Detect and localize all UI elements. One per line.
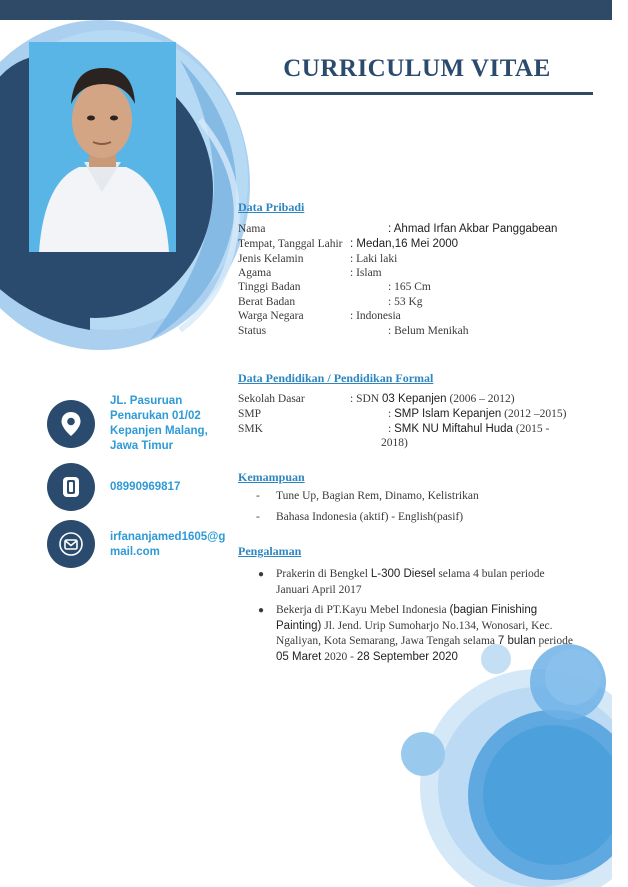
field-value: : SDN 03 Kepanjen (2006 – 2012) xyxy=(350,393,515,405)
map-pin-icon xyxy=(47,400,95,448)
field-value: : Indonesia xyxy=(350,310,401,322)
field-label: Sekolah Dasar xyxy=(238,393,305,405)
field-label: Warga Negara xyxy=(238,310,304,322)
field-label: SMP xyxy=(238,408,262,420)
field-label: Agama xyxy=(238,267,272,279)
field-label: Tinggi Badan xyxy=(238,281,301,293)
section-heading-education: Data Pendidikan / Pendidikan Formal xyxy=(238,371,434,385)
contact-email: irfananjamed1605@g mail.com xyxy=(110,531,226,558)
profile-photo xyxy=(29,42,176,252)
field-value: : 53 Kg xyxy=(388,296,423,308)
field-label: Berat Badan xyxy=(238,296,296,308)
field-value: : Belum Menikah xyxy=(388,325,469,337)
field-label: SMK xyxy=(238,423,263,435)
field-value: : SMK NU Miftahul Huda (2015 - xyxy=(388,423,550,435)
field-value: 2018) xyxy=(381,437,408,449)
contact-phone: 08990969817 xyxy=(110,481,181,493)
phone-icon xyxy=(47,463,95,511)
contact-address: JL. Pasuruan Penarukan 01/02 Kepanjen Malang, Jawa Timur xyxy=(110,395,208,452)
field-label: Tempat, Tanggal Lahir xyxy=(238,238,343,250)
section-heading-experience: Pengalaman xyxy=(238,544,302,558)
top-banner xyxy=(0,0,612,20)
title-underline xyxy=(236,92,593,95)
mail-icon xyxy=(47,520,95,568)
field-value: : Medan,16 Mei 2000 xyxy=(350,238,459,250)
field-value: : Laki laki xyxy=(350,253,398,265)
section-heading-skills: Kemampuan xyxy=(238,470,305,484)
right-margin xyxy=(612,0,628,887)
field-value: : 165 Cm xyxy=(388,281,431,293)
section-heading-personal: Data Pribadi xyxy=(238,200,305,214)
field-value: : Ahmad Irfan Akbar Panggabean xyxy=(388,223,558,235)
page-title: CURRICULUM VITAE xyxy=(283,55,551,82)
field-label: Nama xyxy=(238,223,266,235)
field-value: : SMP Islam Kepanjen (2012 –2015) xyxy=(388,408,567,420)
field-label: Jenis Kelamin xyxy=(238,253,304,265)
experience-text: Bekerja di PT.Kayu Mebel Indonesia (bagian Finishing Painting) Jl. Jend. Urip Sumoharjo No.134, Wonosari, Kec. Ngaliyan, Kota Semarang, Jawa Tengah selama 7 bulan periode 05 Maret 2020 - 28 September 2020 xyxy=(276,604,573,663)
experience-text: Prakerin di Bengkel L-300 Diesel selama 4 bulan periode Januari April 2017 xyxy=(276,568,545,596)
field-label: Status xyxy=(238,325,267,337)
field-value: : Islam xyxy=(350,267,382,279)
decorative-bubbles xyxy=(388,637,628,887)
